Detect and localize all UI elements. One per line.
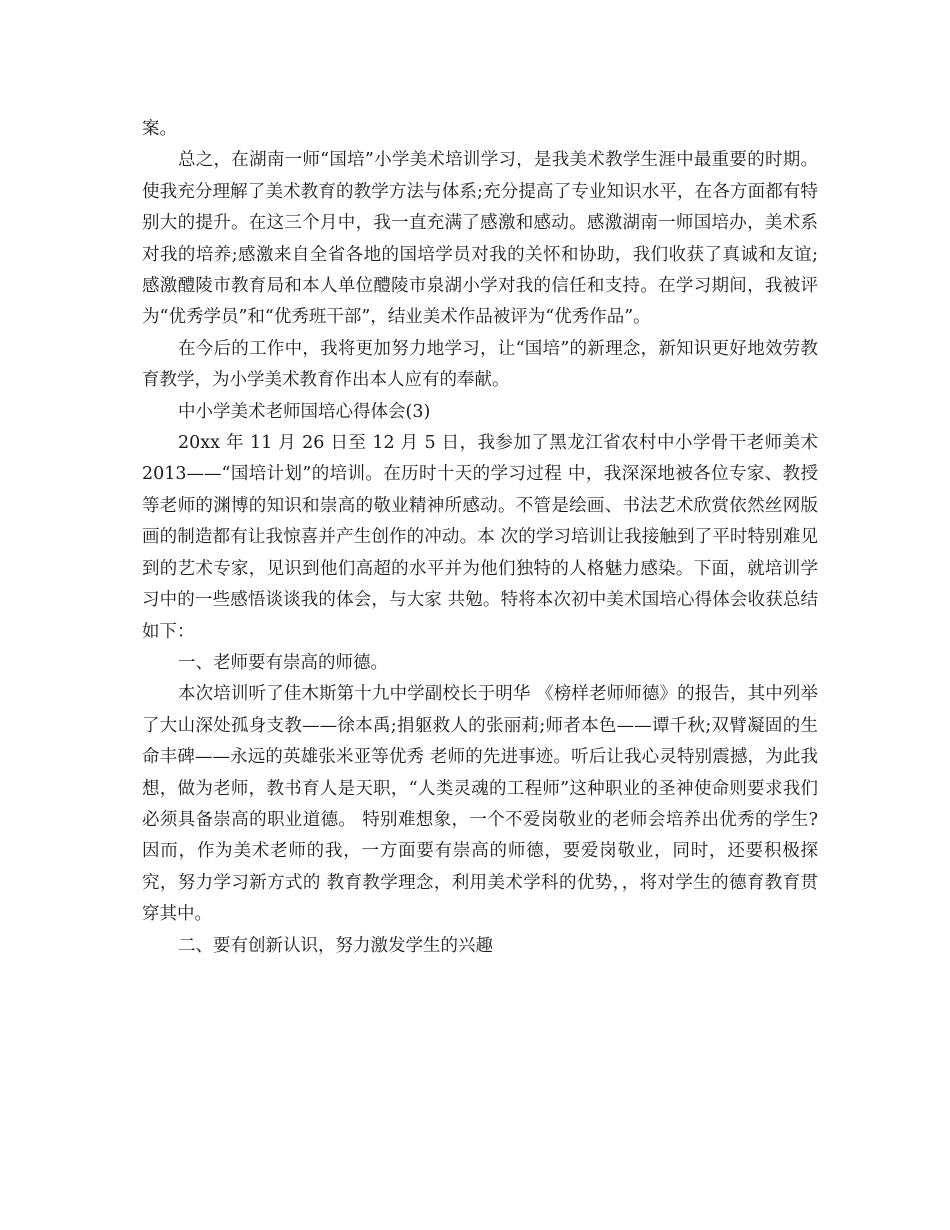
heading-teacher-ethics: 一、老师要有崇高的师德。 — [178, 652, 388, 673]
document-body — [142, 114, 818, 962]
paragraph-summary: 总之，在湖南一师“国培”小学美术培训学习，是我美术教学生涯中最重要的时期。使我充分理解了美术教育的教学方法与体系;充分提高了专业知识水平，在各方面都有特别大的提升。在这三个月中，我一直充满了感激和感动。感激湖南一师国培办，美术系对我的培养;感激来自全省各地的国培学员对我的关怀和协助，我们收获了真诚和友谊;感激醴陵市教育局和本人单位醴陵市泉湖小学对我的信任和支持。在学习期间，我被评为“优秀学员”和“优秀班干部”，结业美术作品被评为“优秀作品”。 — [142, 150, 818, 328]
heading-innovation: 二、要有创新认识，努力激发学生的兴趣 — [178, 935, 493, 956]
paragraph-future-work: 在今后的工作中，我将更加努力地学习，让“国培”的新理念，新知识更好地效劳教育教学，为小学美术教育作出本人应有的奉献。 — [142, 338, 818, 391]
section-title: 中小学美术老师国培心得体会(3) — [178, 401, 431, 422]
paragraph-teacher-ethics: 本次培训听了佳木斯第十九中学副校长于明华 《榜样老师师德》的报告，其中列举了大山深处孤身支教——徐本禹;捐躯救人的张丽莉;师者本色——谭千秋;双臂凝固的生命丰碑——永远的英雄张米亚等优秀 老师的先进事迹。听后让我心灵特别震撼，为此我想，做为老师，教书育人是天职，“人类灵魂的工程师”这种职业的圣神使命则要求我们必须具备崇高的职业道德。 特别难想象，一个不爱岗敬业的老师会培养出优秀的学生?因而，作为美术老师的我，一方面要有崇高的师德，要爱岗敬业，同时，还要积极探究，努力学习新方式的 教育教学理念，利用美术学科的优势，，将对学生的德育教育贯穿其中。 — [142, 684, 818, 925]
paragraph-continuation: 案。 — [142, 119, 177, 139]
paragraph-training-intro: 20xx 年 11 月 26 日至 12 月 5 日，我参加了黑龙江省农村中小学骨干老师美术 2013——“国培计划”的培训。在历时十天的学习过程 中，我深深地被各位专家、教授等老师的渊博的知识和崇高的敬业精神所感动。不管是绘画、书法艺术欣赏依然丝网版画的制造都有让我惊喜并产生创作的冲动。本 次的学习培训让我接触到了平时特别难见到的艺术专家，见识到他们高超的水平并为他们独特的人格魅力感染。下面，就培训学习中的一些感悟谈谈我的体会，与大家 共勉。特将本次初中美术国培心得体会收获总结如下： — [142, 433, 818, 642]
